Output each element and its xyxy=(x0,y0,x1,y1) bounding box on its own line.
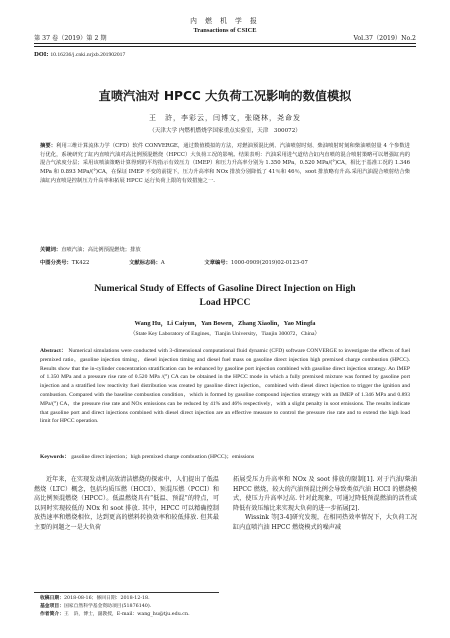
footnote xyxy=(40,595,225,619)
abstract-en-label: Abstract： xyxy=(40,348,67,354)
document-code xyxy=(129,258,165,266)
body-right-paragraph-1: 拓展受压力升高率和 NOx 及 soot 排放的限制[1]. 对于汽油/柴油 HPCC 燃烧，较大的汽油预混比例会导致类似汽油 HCCI 的燃烧模式，使压力升高率过高. 针对此现象，可通过降低预混燃油的活性或降低有效压缩比来实现大负荷的进一步拓展[2]. xyxy=(233,476,417,512)
paper-title-en xyxy=(40,282,410,310)
footnote-fund xyxy=(40,603,225,611)
abstract-en xyxy=(40,347,410,426)
doi-label: DOI: xyxy=(34,52,49,58)
doi-line xyxy=(34,52,125,58)
author-bio-label: 作者简介： xyxy=(40,612,64,617)
fund-label: 基金项目： xyxy=(40,604,64,609)
received-value: 2018-08-16；修回日期：2018-12-18. xyxy=(64,596,150,601)
footnote-rule xyxy=(34,592,219,593)
paper-title-cn: 直喷汽油对 HPCC 大负荷工况影响的数值模拟 xyxy=(98,89,352,103)
fund-value: 国家自然科学基金资助项目(51876140). xyxy=(64,604,152,609)
author-bio-value: 王 浒，博士，副教授，E-mail：wang_hu@tju.edu.cn. xyxy=(64,612,190,617)
keywords-cn-text: 直喷汽油；高比例预混燃烧；排放 xyxy=(61,247,141,253)
doc-code-label: 文献标志码： xyxy=(129,260,161,266)
affiliation-cn: （天津大学 内燃机燃烧学国家重点实验室，天津 300072） xyxy=(149,128,301,134)
body-column-right xyxy=(233,475,417,532)
doc-code-value: A xyxy=(160,260,165,266)
article-label: 文章编号： xyxy=(204,260,231,266)
journal-title-en: Transactions of CSICE xyxy=(193,27,257,34)
header-journal xyxy=(150,17,300,35)
header-rule-thick xyxy=(34,43,416,44)
abstract-cn-text: 利用三维计算流体力学（CFD）软件 CONVERGE，通过数值模拟的方法，对燃油预混比例、汽油喷射时刻、柴油喷射时刻和柴油喷射量 4 个参数进行优化，系统研究了缸内直喷汽油对高比例预混燃烧（HPCC）大负荷工况的影响。结果表明：汽油采用进气道结合缸内直喷的混合喷射策略可以增强缸内的混合气浓度分层；采用该喷油策略计算得到的平均指示有效压力（IMEP）和压力升高率分别为 1.350 MPa，0.520 MPa/(°)CA，相比于基准工况的 1.346 MPa 和 0.893 MPa/(°)CA，在保证 IMEP 不变的前提下，压力升高率和 NOx 排放分别降低了 41％和 46％，soot 排放略有升高.采用汽油混合喷射结合柴油缸内直喷是控制压力升高率和拓展 HPCC 运行负荷上限的有效措施之一. xyxy=(40,143,410,184)
body-right-paragraph-2: Wissink 等[3-4]研究发现，在相同热效率情况下，大负荷工况缸内直喷汽油 HPCC 燃烧模式的噪声减 xyxy=(233,514,417,531)
clc-value: TK422 xyxy=(71,260,90,266)
paper-title-en-line2: Load HPCC xyxy=(199,297,251,308)
keywords-cn-label: 关键词： xyxy=(40,247,62,253)
header-volume-cn: 第 37 卷（2019）第 2 期 xyxy=(34,35,107,42)
header-rule-thin xyxy=(34,46,416,47)
keywords-en-label: Keywords： xyxy=(40,454,70,460)
received-label: 收稿日期： xyxy=(40,596,64,601)
abstract-cn xyxy=(40,142,410,186)
doi-value: 10.16236/j.cnki.nrjxb.201902017 xyxy=(50,52,126,58)
clc-number xyxy=(40,258,89,266)
authors-en: Wang Hu，Li Caiyun，Yan Bowen，Zhang Xiaolin，Yao Mingfa xyxy=(134,320,316,327)
keywords-cn xyxy=(40,245,410,253)
keywords-en xyxy=(40,452,410,460)
article-value: 1000-0909(2019)02-0123-07 xyxy=(230,260,308,266)
footnote-received xyxy=(40,595,225,603)
journal-title-cn: 内 燃 机 学 报 xyxy=(190,17,260,25)
abstract-cn-label: 摘要： xyxy=(40,143,57,149)
abstract-en-text: Numerical simulations were conducted with 3-dimensional computational fluid dynamic (CFD) software CONVERGE to investigate the effects of fuel premixed ratio，gasoline injection timing，diesel injection timing and diesel fuel mass on gasoline direct injection high premixed charge combustion (HPCC). Results show that the in-cylinder concentration stratification can be enhanced by gasoline port injection combined with gasoline direct injection strategy. An IMEP of 1.350 MPa and a pressure rise rate of 0.520 MPa /(°) CA can be obtained in the HPCC mode in which a fully premixed mixture was formed by gasoline port injection and a stratified low reactivity fuel distribution was created by gasoline direct injection，combined with diesel direct injection to trigger the ignition and combustion. Compared with the baseline combustion condition，which is formed by gasoline compound injection strategy with an IMEP of 1.346 MPa and 0.893 MPa/(°) CA，the pressure rise rate and NOx emissions can be reduced by 41% and 46% respectively，with a slight penalty in soot emissions. The results indicate that gasoline port and direct injections combined with diesel direct injection are an effective measure to control the pressure rise rate and to extend the high load limit for HPCC operation. xyxy=(40,348,410,425)
article-number xyxy=(204,258,307,266)
affiliation-en: （State Key Laboratory of Engines，Tianjin University，Tianjin 300072，China） xyxy=(129,331,321,337)
paper-title-en-line1: Numerical Study of Effects of Gasoline Direct Injection on High xyxy=(94,283,356,294)
classification-row xyxy=(40,258,410,266)
footnote-author xyxy=(40,611,225,619)
body-column-left: 近年来，在实现发动机高效清洁燃烧的探索中，人们提出了低温燃烧（LTC）概念，包括均质压燃（HCCI）、预混压燃（PCCI）和高比例预混燃烧（HPCC）。低温燃烧具有“低温、预混”的特点，可以同时实现较低的 NOx 和 soot 排放. 其中，HPCC 可以精确控制放热速率和燃烧相位，达到更高的燃料转换效率和较低排放. 但其最主要的问题之一是大负荷 xyxy=(34,476,219,531)
authors-cn: 王 浒，李彩云，闫博文，张晓林，尧命发 xyxy=(149,114,301,122)
clc-label: 中图分类号： xyxy=(40,260,72,266)
header-volume-en: Vol.37（2019）No.2 xyxy=(353,35,416,42)
keywords-en-text: gasoline direct injection；high premixed charge combustion (HPCC)；emissions xyxy=(71,454,255,460)
